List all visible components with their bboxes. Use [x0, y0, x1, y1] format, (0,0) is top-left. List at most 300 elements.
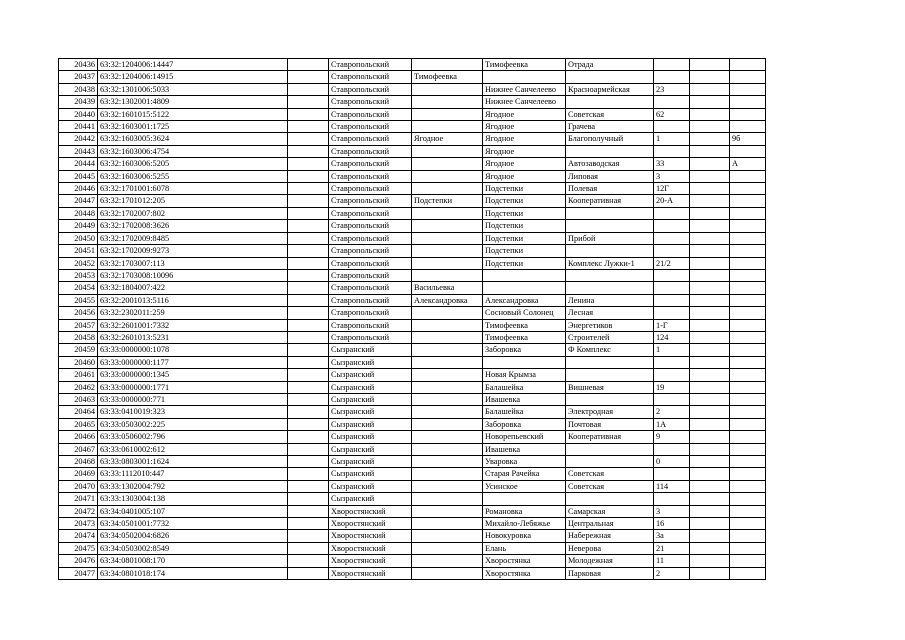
extra-cell [730, 71, 766, 83]
blank-cell-cell [288, 505, 329, 517]
cadastral-number-cell: 63:32:1603005:3624 [98, 133, 288, 145]
locality-cell: Новая Крымза [483, 369, 566, 381]
table-row [59, 269, 766, 281]
extra-cell [730, 183, 766, 195]
blank-cell-cell [288, 356, 329, 368]
house-cell [654, 71, 690, 83]
table-row [59, 356, 766, 368]
house-cell [654, 269, 690, 281]
blank-cell-cell [288, 319, 329, 331]
cadastral-number-cell: 63:32:1703008:10096 [98, 269, 288, 281]
house-cell [654, 282, 690, 294]
table-row [59, 195, 766, 207]
row-number-cell: 20450 [59, 232, 98, 244]
table-row [59, 232, 766, 244]
house-cell [654, 356, 690, 368]
row-number-cell: 20436 [59, 59, 98, 71]
row-number-cell: 20471 [59, 493, 98, 505]
locality-cell: Старая Рачейка [483, 468, 566, 480]
settlement-a-cell [412, 83, 483, 95]
cadastral-number-cell: 63:32:1702009:9273 [98, 245, 288, 257]
blank-cell-cell [288, 158, 329, 170]
street-cell: Красноармейская [566, 83, 654, 95]
house-cell: 0 [654, 456, 690, 468]
row-number-cell: 20469 [59, 468, 98, 480]
settlement-a-cell [412, 145, 483, 157]
district-cell: Ставропольский [329, 158, 412, 170]
building-cell [690, 319, 730, 331]
building-cell [690, 480, 730, 492]
table-row [59, 294, 766, 306]
blank-cell-cell [288, 269, 329, 281]
cadastral-number-cell: 63:33:1303004:138 [98, 493, 288, 505]
settlement-a-cell [412, 96, 483, 108]
blank-cell-cell [288, 195, 329, 207]
district-cell: Сызранский [329, 393, 412, 405]
cadastral-number-cell: 63:33:0506002:796 [98, 431, 288, 443]
building-cell [690, 331, 730, 343]
row-number-cell: 20439 [59, 96, 98, 108]
settlement-a-cell [412, 344, 483, 356]
street-cell: Неверова [566, 542, 654, 554]
blank-cell-cell [288, 406, 329, 418]
district-cell: Ставропольский [329, 269, 412, 281]
row-number-cell: 20473 [59, 518, 98, 530]
district-cell: Ставропольский [329, 307, 412, 319]
extra-cell [730, 331, 766, 343]
extra-cell [730, 456, 766, 468]
blank-cell-cell [288, 555, 329, 567]
building-cell [690, 108, 730, 120]
row-number-cell: 20467 [59, 443, 98, 455]
blank-cell-cell [288, 232, 329, 244]
building-cell [690, 96, 730, 108]
blank-cell-cell [288, 257, 329, 269]
locality-cell: Подстепки [483, 257, 566, 269]
settlement-a-cell [412, 480, 483, 492]
extra-cell [730, 83, 766, 95]
table-row [59, 468, 766, 480]
table-row [59, 555, 766, 567]
locality-cell: Подстепки [483, 183, 566, 195]
house-cell: 2 [654, 406, 690, 418]
building-cell [690, 59, 730, 71]
row-number-cell: 20470 [59, 480, 98, 492]
table-row [59, 307, 766, 319]
settlement-a-cell: Васильевка [412, 282, 483, 294]
cadastral-number-cell: 63:33:0803001:1624 [98, 456, 288, 468]
building-cell [690, 468, 730, 480]
cadastral-number-cell: 63:32:1702008:3626 [98, 220, 288, 232]
building-cell [690, 369, 730, 381]
house-cell: 9 [654, 431, 690, 443]
settlement-a-cell [412, 158, 483, 170]
district-cell: Ставропольский [329, 207, 412, 219]
settlement-a-cell: Подстепки [412, 195, 483, 207]
cadastral-number-cell: 63:32:2601013:5231 [98, 331, 288, 343]
blank-cell-cell [288, 59, 329, 71]
building-cell [690, 393, 730, 405]
blank-cell-cell [288, 183, 329, 195]
locality-cell: Хворостянка [483, 567, 566, 579]
district-cell: Хворостянский [329, 555, 412, 567]
settlement-a-cell [412, 108, 483, 120]
table-row [59, 207, 766, 219]
row-number-cell: 20440 [59, 108, 98, 120]
locality-cell: Подстепки [483, 195, 566, 207]
house-cell: 62 [654, 108, 690, 120]
extra-cell [730, 530, 766, 542]
cadastral-number-cell: 63:33:0000000:1078 [98, 344, 288, 356]
table-row [59, 518, 766, 530]
building-cell [690, 83, 730, 95]
settlement-a-cell [412, 369, 483, 381]
street-cell: Липовая [566, 170, 654, 182]
house-cell: 19 [654, 381, 690, 393]
cadastral-number-cell: 63:32:1601015:5122 [98, 108, 288, 120]
house-cell: 12Г [654, 183, 690, 195]
row-number-cell: 20477 [59, 567, 98, 579]
locality-cell: Подстепки [483, 220, 566, 232]
blank-cell-cell [288, 245, 329, 257]
district-cell: Хворостянский [329, 567, 412, 579]
table-row [59, 456, 766, 468]
extra-cell [730, 431, 766, 443]
building-cell [690, 307, 730, 319]
table-row [59, 220, 766, 232]
street-cell [566, 220, 654, 232]
street-cell [566, 269, 654, 281]
building-cell [690, 542, 730, 554]
street-cell: Набережная [566, 530, 654, 542]
settlement-a-cell [412, 257, 483, 269]
blank-cell-cell [288, 567, 329, 579]
cadastral-number-cell: 63:32:2001013:5116 [98, 294, 288, 306]
street-cell [566, 96, 654, 108]
extra-cell [730, 207, 766, 219]
district-cell: Ставропольский [329, 220, 412, 232]
street-cell [566, 71, 654, 83]
cadastral-number-cell: 63:32:2601001:7332 [98, 319, 288, 331]
district-cell: Ставропольский [329, 257, 412, 269]
extra-cell [730, 493, 766, 505]
table-row [59, 344, 766, 356]
building-cell [690, 245, 730, 257]
building-cell [690, 456, 730, 468]
blank-cell-cell [288, 145, 329, 157]
settlement-a-cell [412, 121, 483, 133]
locality-cell: Сосновый Солонец [483, 307, 566, 319]
row-number-cell: 20466 [59, 431, 98, 443]
building-cell [690, 207, 730, 219]
street-cell: Прибой [566, 232, 654, 244]
cadastral-number-cell: 63:32:1204006:14915 [98, 71, 288, 83]
row-number-cell: 20442 [59, 133, 98, 145]
table-row [59, 145, 766, 157]
street-cell [566, 245, 654, 257]
row-number-cell: 20463 [59, 393, 98, 405]
house-cell [654, 232, 690, 244]
cadastral-number-cell: 63:34:0501001:7732 [98, 518, 288, 530]
settlement-a-cell: Тимофеевка [412, 71, 483, 83]
settlement-a-cell [412, 220, 483, 232]
district-cell: Сызранский [329, 468, 412, 480]
cadastral-number-cell: 63:32:1204006:14447 [98, 59, 288, 71]
extra-cell: 9б [730, 133, 766, 145]
settlement-a-cell [412, 530, 483, 542]
locality-cell: Новокуровка [483, 530, 566, 542]
settlement-a-cell [412, 406, 483, 418]
street-cell [566, 393, 654, 405]
district-cell: Ставропольский [329, 96, 412, 108]
cadastral-number-cell: 63:32:2302011:259 [98, 307, 288, 319]
building-cell [690, 356, 730, 368]
extra-cell [730, 480, 766, 492]
house-cell [654, 245, 690, 257]
row-number-cell: 20452 [59, 257, 98, 269]
cadastral-number-cell: 63:32:1603006:5205 [98, 158, 288, 170]
settlement-a-cell [412, 307, 483, 319]
extra-cell [730, 121, 766, 133]
street-cell: Молодежная [566, 555, 654, 567]
extra-cell [730, 269, 766, 281]
house-cell: 33 [654, 158, 690, 170]
house-cell: 1А [654, 418, 690, 430]
house-cell: 3 [654, 505, 690, 517]
district-cell: Ставропольский [329, 245, 412, 257]
extra-cell [730, 542, 766, 554]
locality-cell: Тимофеевка [483, 319, 566, 331]
table-row [59, 505, 766, 517]
row-number-cell: 20457 [59, 319, 98, 331]
locality-cell: Ягодное [483, 133, 566, 145]
table-row [59, 431, 766, 443]
locality-cell: Усинское [483, 480, 566, 492]
district-cell: Ставропольский [329, 282, 412, 294]
locality-cell: Ягодное [483, 145, 566, 157]
row-number-cell: 20472 [59, 505, 98, 517]
blank-cell-cell [288, 282, 329, 294]
settlement-a-cell [412, 381, 483, 393]
blank-cell-cell [288, 443, 329, 455]
locality-cell: Тимофеевка [483, 331, 566, 343]
street-cell: Ф Комплекс [566, 344, 654, 356]
extra-cell [730, 307, 766, 319]
extra-cell [730, 108, 766, 120]
street-cell: Советская [566, 480, 654, 492]
cadastral-number-cell: 63:32:1603001:1725 [98, 121, 288, 133]
settlement-a-cell [412, 418, 483, 430]
settlement-a-cell [412, 319, 483, 331]
extra-cell [730, 245, 766, 257]
street-cell: Кооперативная [566, 431, 654, 443]
house-cell [654, 307, 690, 319]
building-cell [690, 257, 730, 269]
settlement-a-cell [412, 518, 483, 530]
extra-cell [730, 282, 766, 294]
settlement-a-cell [412, 468, 483, 480]
cadastral-number-cell: 63:32:1701012:205 [98, 195, 288, 207]
row-number-cell: 20446 [59, 183, 98, 195]
extra-cell [730, 59, 766, 71]
cadastral-number-cell: 63:34:0503002:8549 [98, 542, 288, 554]
cadastral-number-cell: 63:33:0000000:771 [98, 393, 288, 405]
house-cell [654, 369, 690, 381]
building-cell [690, 170, 730, 182]
settlement-a-cell [412, 269, 483, 281]
street-cell [566, 356, 654, 368]
house-cell: 23 [654, 83, 690, 95]
district-cell: Сызранский [329, 480, 412, 492]
locality-cell: Нижнее Санчелеево [483, 96, 566, 108]
settlement-a-cell [412, 356, 483, 368]
street-cell [566, 443, 654, 455]
blank-cell-cell [288, 170, 329, 182]
district-cell: Ставропольский [329, 195, 412, 207]
locality-cell [483, 493, 566, 505]
settlement-a-cell [412, 456, 483, 468]
street-cell: Полевая [566, 183, 654, 195]
street-cell: Самарская [566, 505, 654, 517]
building-cell [690, 183, 730, 195]
locality-cell [483, 282, 566, 294]
blank-cell-cell [288, 393, 329, 405]
building-cell [690, 344, 730, 356]
street-cell: Автозаводская [566, 158, 654, 170]
building-cell [690, 530, 730, 542]
house-cell: 20-А [654, 195, 690, 207]
building-cell [690, 443, 730, 455]
district-cell: Сызранский [329, 456, 412, 468]
row-number-cell: 20455 [59, 294, 98, 306]
blank-cell-cell [288, 468, 329, 480]
locality-cell: Заборовка [483, 418, 566, 430]
blank-cell-cell [288, 418, 329, 430]
blank-cell-cell [288, 456, 329, 468]
house-cell [654, 121, 690, 133]
locality-cell: Ивашевка [483, 443, 566, 455]
building-cell [690, 418, 730, 430]
row-number-cell: 20458 [59, 331, 98, 343]
district-cell: Ставропольский [329, 145, 412, 157]
table-row [59, 319, 766, 331]
district-cell: Сызранский [329, 406, 412, 418]
table-row [59, 83, 766, 95]
street-cell: Почтовая [566, 418, 654, 430]
settlement-a-cell [412, 393, 483, 405]
building-cell [690, 518, 730, 530]
settlement-a-cell [412, 170, 483, 182]
extra-cell [730, 555, 766, 567]
extra-cell [730, 170, 766, 182]
district-cell: Ставропольский [329, 183, 412, 195]
building-cell [690, 71, 730, 83]
row-number-cell: 20462 [59, 381, 98, 393]
locality-cell: Елань [483, 542, 566, 554]
row-number-cell: 20445 [59, 170, 98, 182]
cadastral-number-cell: 63:34:0801008:170 [98, 555, 288, 567]
row-number-cell: 20454 [59, 282, 98, 294]
district-cell: Ставропольский [329, 232, 412, 244]
cadastral-number-cell: 63:33:0610002:612 [98, 443, 288, 455]
locality-cell: Подстепки [483, 245, 566, 257]
district-cell: Ставропольский [329, 83, 412, 95]
cadastral-number-cell: 63:33:0000000:1771 [98, 381, 288, 393]
cadastral-number-cell: 63:33:0000000:1345 [98, 369, 288, 381]
locality-cell: Новорепьевский [483, 431, 566, 443]
extra-cell [730, 96, 766, 108]
blank-cell-cell [288, 431, 329, 443]
extra-cell [730, 393, 766, 405]
table-row [59, 170, 766, 182]
district-cell: Хворостянский [329, 518, 412, 530]
district-cell: Хворостянский [329, 542, 412, 554]
district-cell: Сызранский [329, 431, 412, 443]
building-cell [690, 269, 730, 281]
locality-cell: Михайло-Лебяжье [483, 518, 566, 530]
settlement-a-cell: Ягодное [412, 133, 483, 145]
street-cell [566, 369, 654, 381]
street-cell: Парковая [566, 567, 654, 579]
settlement-a-cell [412, 431, 483, 443]
district-cell: Ставропольский [329, 133, 412, 145]
table-row [59, 158, 766, 170]
cadastral-number-cell: 63:32:1702009:8485 [98, 232, 288, 244]
table-row [59, 121, 766, 133]
extra-cell [730, 195, 766, 207]
row-number-cell: 20451 [59, 245, 98, 257]
extra-cell [730, 257, 766, 269]
district-cell: Ставропольский [329, 170, 412, 182]
locality-cell: Романовка [483, 505, 566, 517]
house-cell: 1 [654, 344, 690, 356]
extra-cell [730, 505, 766, 517]
settlement-a-cell [412, 505, 483, 517]
street-cell [566, 282, 654, 294]
house-cell: 1 [654, 133, 690, 145]
building-cell [690, 220, 730, 232]
blank-cell-cell [288, 493, 329, 505]
table-row [59, 96, 766, 108]
table-row [59, 108, 766, 120]
district-cell: Ставропольский [329, 319, 412, 331]
locality-cell: Заборовка [483, 344, 566, 356]
blank-cell-cell [288, 381, 329, 393]
cadastral-number-cell: 63:34:0801018:174 [98, 567, 288, 579]
building-cell [690, 493, 730, 505]
blank-cell-cell [288, 518, 329, 530]
table-row [59, 493, 766, 505]
settlement-a-cell [412, 59, 483, 71]
row-number-cell: 20447 [59, 195, 98, 207]
street-cell: Советская [566, 108, 654, 120]
street-cell: Грачева [566, 121, 654, 133]
district-cell: Ставропольский [329, 294, 412, 306]
building-cell [690, 232, 730, 244]
district-cell: Сызранский [329, 418, 412, 430]
table-row [59, 183, 766, 195]
cadastral-number-cell: 63:33:1302004:792 [98, 480, 288, 492]
extra-cell [730, 381, 766, 393]
cadastral-number-cell: 63:32:1702007:802 [98, 207, 288, 219]
blank-cell-cell [288, 542, 329, 554]
row-number-cell: 20468 [59, 456, 98, 468]
district-cell: Ставропольский [329, 108, 412, 120]
locality-cell: Подстепки [483, 207, 566, 219]
cadastral-number-cell: 63:33:0503002:225 [98, 418, 288, 430]
building-cell [690, 145, 730, 157]
street-cell: Электродная [566, 406, 654, 418]
